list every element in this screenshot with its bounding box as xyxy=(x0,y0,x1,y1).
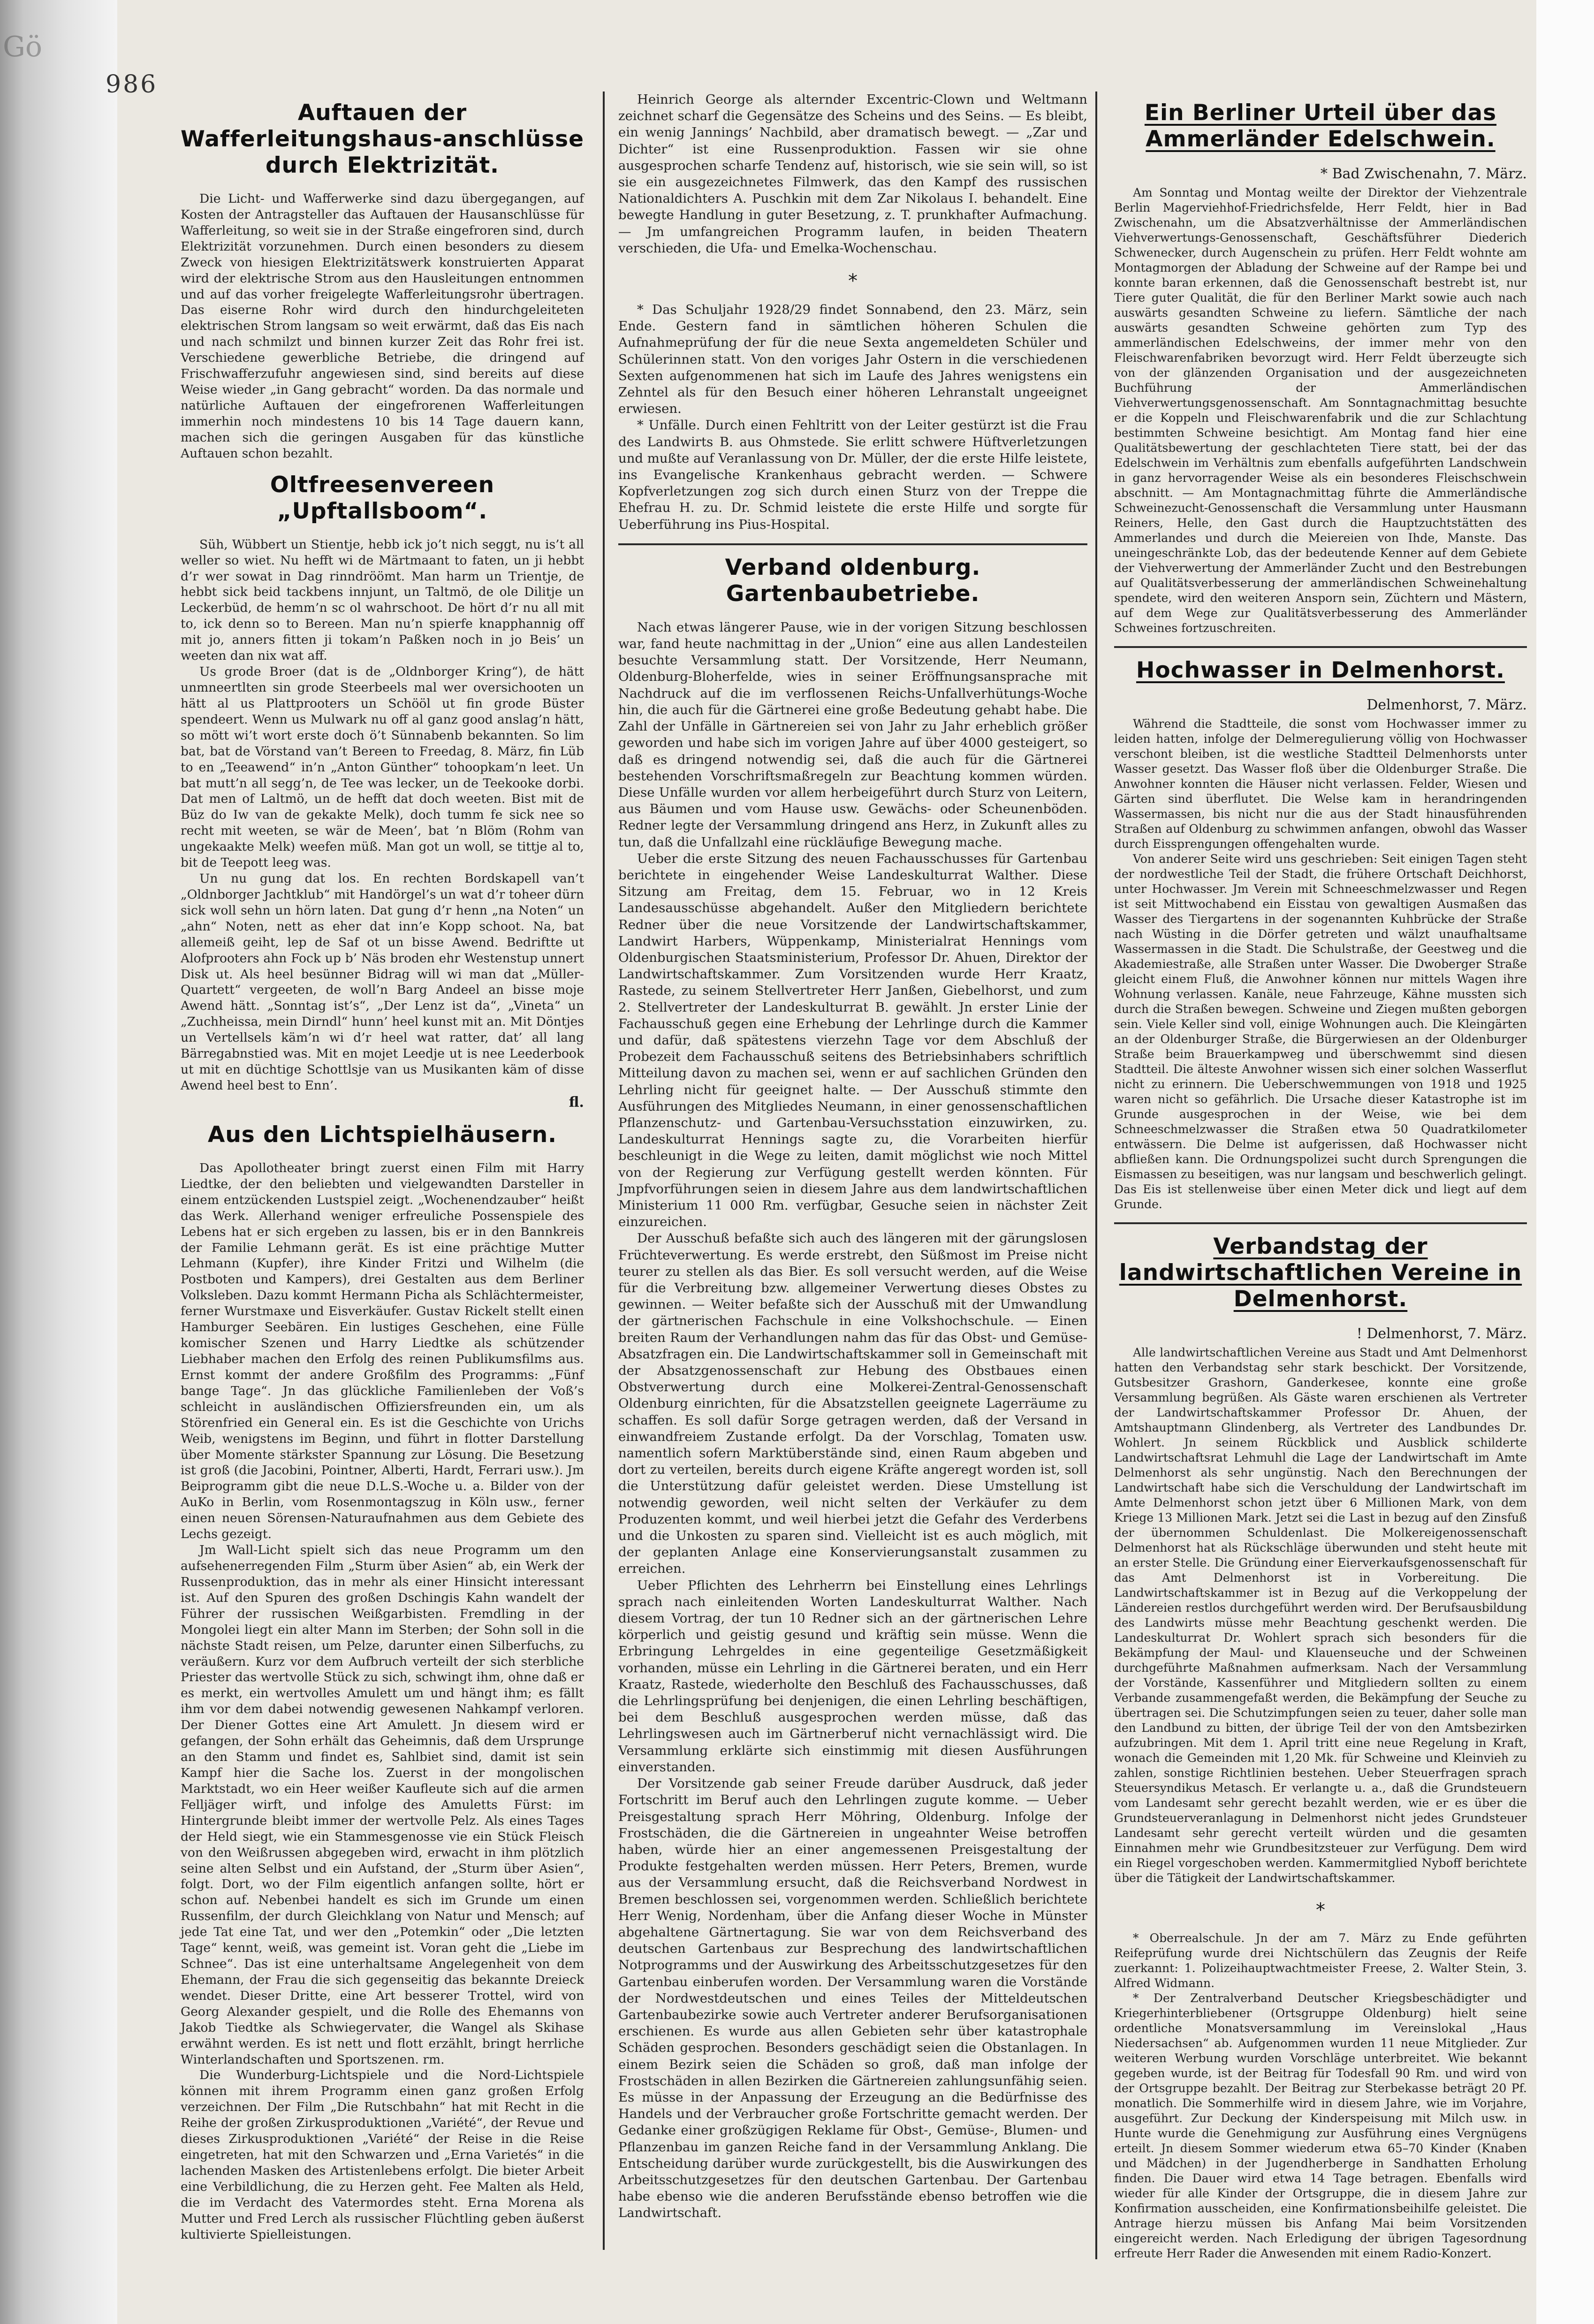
column-rule xyxy=(603,91,605,2250)
corner-mark: Gö xyxy=(3,30,43,63)
article-paragraph: Nach etwas längerer Pause, wie in der vorigen Sitzung beschlossen war, fand heute nachmittag in der „Union“ eine aus allen Landesteilen besuchte Versammlung statt. Der Vorsitzende, Herr Neumann, Oldenburg-Bloherfelde, wies in seiner Eröffnungsansprache mit Nachdruck auf die im verflossenen Reichs-Unfallverhütungs-Woche hin, die auch für die Gärtnerei eine große Bedeutung gehabt habe. Die Zahl der Unfälle in Gärtnereien sei von Jahr zu Jahr erheblich größer geworden und habe sich im vorigen Jahre auf über 4000 gesteigert, so daß es dringend notwendig sei, daß die auch für die Gärtnerei bestehenden Vorschriftsmaßregeln zur Beachtung kommen würden. Diese Unfälle wurden vor allem herbeigeführt durch Sturz von Leitern, aus Bäumen und vom Hause usw. Gewächs- oder Scheunenböden. Redner legte der Versammlung dringend ans Herz, in Zukunft alles zu tun, daß die Unfallzahl eine rückläufige Bewegung mache. xyxy=(618,619,1087,850)
article xyxy=(618,91,1087,257)
article-headline: Oltfreesenvereen „Upftallsboom“. xyxy=(270,472,495,524)
article xyxy=(1114,1222,1527,1886)
article-paragraph: Das Apollotheater bringt zuerst einen Film mit Harry Liedtke, der den beliebten und vielgewandten Darsteller in einem entzückenden Lustspiel zeigt. „Wochenendzauber“ heißt das Werk. Allerhand weniger erfreuliche Possenspiele des Lebens hat er sich ergeben zu lassen, bis er in den Bannkreis der Familie Lehmann gerät. Es ist eine prächtige Mutter Lehmann (Kupfer), ihre Kinder Fritzi und Wilhelm (die Postboten und Kampers), drei Gestalten aus dem Berliner Volksleben. Dazu kommt Hermann Picha als Schlächtermeister, ferner Wurstmaxe und Eisverkäufer. Gustav Rickelt stellt einen Hamburger Seebären. Ein lustiges Geschehen, eine Fülle komischer Szenen und Harry Liedtke als schützender Liebhaber machen den Erfolg des reinen Publikumsfilms aus. Ernst kommt der andere Großfilm des Programms: „Fünf bange Tage“. Jn das glückliche Familienleben der Voß’s schleicht in ausländischen Offiziersfreunden ein, um als Störenfried ein General ein. Es ist die Geschichte von Urichs Weib, wenigstens im Beginn, und führt in flotter Darstellung über Momente stärkster Spannung zur Lösung. Die Besetzung ist groß (die Jacobini, Pointner, Alberti, Hardt, Ferrari usw.). Jm Beiprogramm gibt die neue D.L.S.-Woche u. a. Bilder von der AuKo in Berlin, vom Rosenmontagszug in Köln usw., ferner einen neuen Sörensen-Naturaufnahmen aus dem Gebiete des Lechs gezeigt. xyxy=(181,1160,584,1542)
book-binding-shadow xyxy=(0,0,117,2324)
column-rule xyxy=(1095,91,1097,2259)
article-headline: Auftauen der Wafferleitungshaus-anschlüsse durch Elektrizität. xyxy=(181,100,584,178)
article-paragraph: Die Wunderburg-Lichtspiele und die Nord-Lichtspiele können mit ihrem Programm einen ganz großen Erfolg verzeichnen. Der Film „Die Rutschbahn“ hat mit Recht in die Reihe der großen Zirkusproduktionen „Variété“, der Revue und dieses Zirkusproduktionen „Variété“ der Reise in die Reise eingetreten, hat mit den Schwarzen und „Erna Varietés“ in die lachenden Masken des Artistenlebens erfolgt. Die bieter Arbeit eine Verbildlichung, die zu Herzen geht. Fee Malten als Held, die im Verdacht des Vatermordes steht. Erna Morena als Mutter und Fred Lerch als russischer Flüchtling geben äußerst kultivierte Spielleistungen. xyxy=(181,2068,584,2242)
article-paragraph: Von anderer Seite wird uns geschrieben: Seit einigen Tagen steht der nordwestliche Teil der Stadt, die frühere Ortschaft Deichhorst, unter Hochwasser. Jm Verein mit Schneeschmelzwasser und Regen ist seit Mittwochabend ein Eisstau von gewaltigen Ausmaßen das Wasser des Tiergartens in der sogenannten Kuhbrücke der Straße nach Wüsting in die Dörfer getreten und wälzt unaufhaltsame Wassermassen in die Stadt. Die Schulstraße, der Geestweg und die Akademiestraße, alle Straßen unter Wasser. Die Dwoberger Straße gleicht einem Fluß, die Anwohner können nur mittels Wagen ihre Wohnung verlassen. Kanäle, neue Fahrzeuge, Kähne mussten sich durch die Straßen bewegen. Schweine und Ziegen mußten geborgen sein. Viele Keller sind voll, einige Wohnungen auch. Die Kleingärten an der Oldenburger Straße, die Bürgerwiesen an der Oldenburger Straße beim Brauerkampweg und überschwemmt sind diesen Stadtteil. Die älteste Anwohner wissen sich einer solchen Wasserflut nicht zu erinnern. Die Ueberschwemmungen von 1918 und 1925 waren nicht so gefährlich. Die Ursache dieser Katastrophe ist im Grunde ausgesprochen in der Weise, wie bei dem Schneeschmelzwasser die Straßen etwa 50 Quadratkilometer entwässern. Die Delme ist aufgerissen, daß Hochwasser nicht abfließen kann. Die Ordnungspolizei sucht durch Sprengungen die Eismassen zu beseitigen, was nur langsam und beschwerlich gelingt. Das Eis ist stellenweise über einen Meter dick und liegt auf dem Grunde. xyxy=(1114,852,1527,1211)
article-paragraph: Am Sonntag und Montag weilte der Direktor der Viehzentrale Berlin Magerviehhof-Friedrichsfelde, Herr Feldt, hier in Bad Zwischenahn, um die Absatzverhältnisse der Ammerländischen Viehverwertungs-Genossenschaft, Geschäftsführer Diederich Schwenecker, durch Augenschein zu prüfen. Herr Feldt wohnte am Montagmorgen der Abladung der Schweine auf der Rampe bei und konnte baran erkennen, daß die Genossenschaft bestrebt ist, nur Tiere guter Qualität, die für den Berliner Markt sowie auch nach auswärts gesandten Schweine zu liefern. Sämtliche der nach auswärts gesandten Schweine gehörten zum Typ des ammerländischen Edelschweins, der immer mehr von den Fleischwarenfabriken bevorzugt wird. Herr Feldt überzeugte sich von der glänzenden Organisation und der ausgezeichneten Buchführung der Ammerländischen Viehverwertungsgenossenschaft. Am Sonntagnachmittag besuchte er die Koppeln und Fleischwarenfabrik und die zur Schlachtung bestimmten Schweine besichtigt. Am Montag fand hier eine Qualitätsbewertung der geschlachteten Tiere statt, bei der das Edelschwein im Verhältnis zum ebenfalls aufgeführten Landschwein in ganz hervorragender Weise als ein besonderes Fleischschwein abschnitt. — Am Montagnachmittag führte die Ammerländische Schweinezucht-Genossenschaft die Versammlung unter Hausmann Reiners, Helle, den Gast durch die Hauptzuchtstätten des Ammerlandes und durch die Meiereien von Ihde, Manste. Das uneingeschränkte Lob, das der bedeutende Kenner auf dem Gebiete der Viehverwertung der Ammerländer Zucht und den Bestrebungen auf Qualitätsverbesserung der ammerländischen Schweinehaltung spendete, wird den weiteren Ansporn sein, Züchtern und Mästern, auf dem Wege zur Qualitätsverbesserung des Ammerländer Schweines fortzuschreiten. xyxy=(1114,186,1527,635)
section-divider xyxy=(1114,646,1527,648)
right-margin xyxy=(1536,0,1594,2324)
article-paragraph: Us grode Broer (dat is de „Oldnborger Kring“), de hätt unmneertlten sin grode Steerbeels mal wer oversichooten un hätt al us Plattprooters un Schööl ut fin grode Büster spendeert. Wenn us Mulwark nu off al ganz good anslag’n hätt, so mött wi’t wort erste doch ö’t Sünnabenb bekannten. So lim bat, bat de Vörstand van’t Bereen to Freedag, 8. März, fin Lüb to en „Teeawend“ in’n „Anton Günther“ tohoopkam’n leet. Un bat mutt’n all segg’n, de Tee was lecker, un de Teekooke dorbi. Dat men of Laltmö, un de hefft dat doch weeten. Bist mit de Büz do Iw van de gekakte Melk), doch tumm fe sick nee so recht mit weeten, se wär de Meen’, bat ’n Blöm (Rohm van ungekaakte Melk) weefen müß. Man got un woll, se tittje al to, bit de Teepott leeg was. xyxy=(181,664,584,870)
article-paragraph: * Oberrealschule. Jn der am 7. März zu Ende geführten Reifeprüfung wurde drei Nichtschülern das Zeugnis der Reife zuerkannt: 1. Polizeihauptwachtmeister Freese, 2. Walter Stein, 3. Alfred Widmann. xyxy=(1114,1931,1527,1990)
column-right xyxy=(1114,91,1527,2271)
article-paragraph: Der Vorsitzende gab seiner Freude darüber Ausdruck, daß jeder Fortschritt im Beruf auch den Lehrlingen zugute komme. — Ueber Preisgestaltung sprach Herr Möhring, Oldenburg. Infolge der Frostschäden, die die Gärtnereien in ungeahnter Weise betroffen haben, würde hier an einer angemessenen Preisgestaltung der Produkte festgehalten werden müssen. Herr Peters, Bremen, wurde aus der Versammlung ersucht, daß die Reichsverband Nordwest in Bremen beschlossen sei, vorgenommen werden. Schließlich berichtete Herr Wenig, Nordenham, über die Anfang dieser Woche in Münster abgehaltene Gärtnertagung. Sie war von dem Reichsverband des deutschen Gartenbaus zur Besprechung des landwirtschaftlichen Notprogramms und der Auswirkung des Arbeitsschutzgesetzes für den Gartenbau einberufen worden. Der Versammlung waren die Vorstände der Nordwestdeutschen und eines Teiles der Mitteldeutschen Gartenbaubezirke sowie auch Vertreter anderer Berufsorganisationen erschienen. Es wurde aus allen Gebieten sehr über katastrophale Schäden gesprochen. Besonders geschädigt seien die Obstanlagen. In einem Bezirk seien die Schäden so groß, daß man infolge der Frostschäden in allen Bezirken die Gärtnereien zahlungsunfähig seien. Es müsse in der Anpassung der Erzeugung an die Bedürfnisse des Handels und der Verbraucher große Fortschritte gemacht werden. Der Gedanke einer großzügigen Reklame für Obst-, Gemüse-, Blumen- und Pflanzenbau im ganzen Reiche fand in der Versammlung Anklang. Die Entscheidung darüber wurde zurückgestellt, bis die Auswirkungen des Arbeitsschutzgesetzes für den deutschen Gartenbau. Der Gartenbau habe ebenso wie die anderen Berufsstände ebenso betroffen wie die Landwirtschaft. xyxy=(618,1776,1087,2221)
article xyxy=(1114,1896,1527,2261)
asterisk-separator: * xyxy=(848,270,858,292)
article-paragraph: Der Ausschuß befaßte sich auch des längeren mit der gärungslosen Früchteverwertung. Es werde erstrebt, den Süßmost im Preise nicht teurer zu stellen als das Bier. Es soll versucht werden, auf die Weise für die Verbreitung bzw. allgemeiner Verwertung dieses Obstes zu gewinnen. — Weiter befaßte sich der Ausschuß mit der Umwandlung der gärtnerischen Fachschule in eine Volkshochschule. — Einen breiten Raum der Verhandlungen nahm das für das Obst- und Gemüse-Absatzfragen ein. Die Landwirtschaftskammer soll in Gemeinschaft mit der Absatzgenossenschaft zur Hebung des Obstbaues einen Obstverwertung durch eine Molkerei-Zentral-Genossenschaft Oldenburg einrichten, für die Absatzstellen geeignete Lagerräume zu schaffen. Es soll dafür Sorge getragen werden, daß der Versand in einwandfreiem Zustande erfolgt. Da der Vorschlag, Tomaten usw. namentlich sofern Marktüberstände sind, einen Raum abgeben und dort zu verteilen, bereits durch eigene Kräfte angeregt worden ist, soll die Unterstützung dafür geleistet werden. Diese Umstellung ist notwendig geworden, weil nicht selten der Verkäufer zu dem Produzenten kommt, und weil hierbei jetzt die Gefahr des Verderbens und die Unkosten zu sparen sind. Vielleicht ist es auch möglich, mit der geplanten Anlage eine Konservierungsanstalt zusammen zu erreichen. xyxy=(618,1231,1087,1577)
article-paragraph: Alle landwirtschaftlichen Vereine aus Stadt und Amt Delmenhorst hatten den Verbandstag sehr stark beschickt. Der Vorsitzende, Gutsbesitzer Grashorn, Ganderkesee, konnte eine große Versammlung begrüßen. Als Gäste waren erschienen als Vertreter der Landwirtschaftskammer Professor Dr. Ahuen, der Amtshauptmann Glindenberg, als Vertreter des Landbundes Dr. Wohlert. Jn seinem Rückblick und Ausblick schilderte Landwirtschaftsrat Lehmuhl die Lage der Landwirtschaft im Amte Delmenhorst als sehr ungünstig. Nach den Berechnungen der Landwirtschaft habe sich die Verschuldung der Landwirtschaft im Amte Delmenhorst schon jetzt über 6 Millionen Mark, von dem Kriege 13 Millionen Mark. Jetzt sei die Last in bezug auf den Zinsfuß der übernommen Schuldenlast. Die Molkereigenossenschaft Delmenhorst hat als Rückschläge überwunden und steht heute mit an erster Stelle. Die Gründung einer Eierverkaufsgenossenschaft für das Amt Delmenhorst ist in Vorbereitung. Die Landwirtschaftskammer ist in Bezug auf die Verkoppelung der Ländereien restlos durchgeführt werden wird. Der Berufsausbildung des Landwirts müsse mehr Beachtung geschenkt werden. Die Landeskulturrat Dr. Wohlert sprach sich besonders für die Bekämpfung der Maul- und Klauenseuche und der Schweinen durchgeführte Maßnahmen aufmerksam. Nach der Versammlung der Vorstände, Kassenführer und Mitgliedern sollten zu einem Verbande zusammengefaßt werden, die Bekämpfung der Seuche zu übertragen sei. Die Schutzimpfungen seien zu teuer, daher solle man den Landbund zu bitten, der übrige Teil der von den Amtsbezirken aufzubringen. Mit dem 1. April tritt eine neue Regelung in Kraft, wonach die Gemeinden mit 1,20 Mk. für Schweine und Kleinvieh zu zahlen, sonstige Richtlinien bestehen. Ueber Steuerfragen sprach Steuersyndikus Metasch. Er verlangte u. a., daß die Grundsteuern vom Landesamt sehr gerecht bezahlt werden, wie er es über die Grundsteuerveranlagung in Delmenhorst nicht jedes Grundsteuer Landesamt sehr gerecht verteilt würden und die gesamten Einnahmen mehr wie Grundbesitzsteuer zur Verfügung. Dem wird ein Riegel vorgeschoben werden. Kammermitglied Nyboff berichtete über die Tätigkeit der Landwirtschaftskammer. xyxy=(1114,1346,1527,1885)
page-number: 986 xyxy=(106,70,158,99)
article-headline: Verband oldenburg. Gartenbaubetriebe. xyxy=(725,554,981,607)
article-headline: Hochwasser in Delmenhorst. xyxy=(1136,657,1505,683)
article-author: fl. xyxy=(569,1094,584,1111)
article-paragraph: Jm Wall-Licht spielt sich das neue Programm um den aufsehenerregenden Film „Sturm über Asien“ ab, ein Werk der Russenproduktion, das in mehr als einer Hinsicht interessant ist. Auf den Spuren des großen Dschingis Kahn wandelt der Führer der russischen Weißgarbisten. Fremdling in der Mongolei liegt ein alter Mann im Sterben; der Sohn soll in die nächste Stadt reisen, um Pelze, darunter einen Silberfuchs, zu veräußern. Kurz vor dem Aufbruch verteilt der sich sterbliche Priester das wertvolle Stück zu sich, schwingt ihm, ohne daß er es merkt, ein wertvolles Amulett um und hängt ihm; es fällt ihm vor dem dabei notwendig gewesenen Nahkampf verloren. Der Diener Gottes eine Art Amulett. Jn diesem wird er gefangen, der Sohn erhält das Geheimnis, daß dem Ursprunge an den Stamm und findet es, Sahlbiet sind, damit ist sein Kampf hier die Sache los. Zuerst in der mongolischen Marktstadt, wo ein Heer weißer Kaufleute sich auf die armen Felljäger wirft, und infolge des Amuletts Fürst: im Hintergrunde bleibt immer der wertvolle Pelz. Als eines Tages der Held siegt, wie ein Stammesgenosse vie ein Stück Fleisch von den Weißrussen abgegeben wird, erwacht in ihm plötzlich seine alten Selbst und ein Aufstand, der „Sturm über Asien“, folgt. Dort, wo der Film eigentlich anfangen sollte, hört er schon auf. Nebenbei handelt es sich im Grunde um einen Russenfilm, der durch Gleichklang von Natur und Mensch; auf jede Tat eine Tat, und wer den „Potemkin“ oder „Die letzten Tage“ kennt, weiß, was gemeint ist. Voran geht die „Liebe im Schnee“. Das ist eine unterhaltsame Angelegenheit von dem Ehemann, der Frau die sich gegenseitig das bekannte Dreieck wendet. Dieser Dritte, eine Art besserer Trottel, wird von Georg Alexander gespielt, und die Rolle des Ehemanns von Jakob Tiedtke als Schwiegervater, die Wangel als Skihase erwähnt werden. Es ist nett und flott erzählt, bringt herrliche Winterlandschaften und Sportszenen. rm. xyxy=(181,1543,584,2067)
article-paragraph: Un nu gung dat los. En rechten Bordskapell van’t „Oldnborger Jachtklub“ mit Handörgel’s un wat d’r toheer dürn sick woll sehn un hörn laten. Dat gung d’r henn „na Noten“ un „ahn“ Noten, nett as eher dat inn’e Kopp schoot. Na, bat allemeiß geiht, lep de Saf ot un bisse Awend. Bedriftte ut Alofprooters ahn Fock up b’ Näs broden ehr Westenstup unnert Disk ut. Als heel besünner Bidrag will wi man dat „Müller-Quartett“ vergeeten, de woll’n Barg Andeel an bisse moje Awend hätt. „Sonntag ist’s“, „Der Lenz ist da“, „Vineta“ un „Zuchheissa, mein Dirndl“ hunn’ heel kunst mit an. Mit Döntjes un Vertellsels käm’n wi d’r heel wat ratter, dat’ all lang Bärregabnstied was. Mit en mojet Leedje ut is nee Leederbook ut mit en düchtige Schottlsje van us Musikanten käm of disse Awend heel best to Enn’. xyxy=(181,871,584,1093)
article-paragraph: Während die Stadtteile, die sonst vom Hochwasser immer zu leiden hatten, infolge der Delmeregulierung völlig von Hochwasser verschont bleiben, ist die westliche Stadtteil Delmenhorsts unter Wasser gesetzt. Das Wasser floß über die Oldenburger Straße. Die Anwohner konnten die Häuser nicht verlassen. Felder, Wiesen und Gärten sind überflutet. Die Welse kam in herandringenden Wassermassen, bis nicht nur die aus der Stadt hinausführenden Straßen auf Oldenburg zu schwimmen anfangen, obwohl das Wasser durch Eissprengungen offengehalten wurde. xyxy=(1114,717,1527,851)
article xyxy=(1114,100,1527,636)
column-left xyxy=(181,91,584,2253)
article xyxy=(1114,646,1527,1212)
article-paragraph: * Der Zentralverband Deutscher Kriegsbeschädigter und Kriegerhinterbliebener (Ortsgruppe Oldenburg) hielt seine ordentliche Monatsversammlung im Vereinslokal „Haus Niedersachsen“ ab. Aufgenommen wurden 11 neue Mitglieder. Zur weiteren Werbung wurden Vorschläge unterbreitet. Wie bekannt gegeben wurde, ist der Beitrag für Todesfall 90 Rm. und wird von der Ortsgruppe bezahlt. Der Beitrag zur Sterbekasse beträgt 20 Pf. monatlich. Die Sommerhilfe wird in diesem Jahre, wie im Vorjahre, ausgeführt. Zur Deckung der Kinderspeisung mit Milch usw. in Hunte wurde die Genehmigung zur Ausführung eines Vergnügens erteilt. Jn diesem Sommer wiederum etwa 65–70 Kinder (Knaben und Mädchen) in der Jugendherberge in Sandhatten Erholung finden. Die Dauer wird etwa 14 Tage betragen. Ebenfalls wird wieder für alle Kinder der Ortsgruppe, die in diesem Jahre zur Konfirmation ausscheiden, eine Konfirmationsbeihilfe geleistet. Die Antrage hierzu müssen bis Anfang Mai beim Vorsitzenden eingereicht werden. Nach Erledigung der übrigen Tagesordnung erfreute Herr Rader die Anwesenden mit einem Radio-Konzert. xyxy=(1114,1991,1527,2260)
section-divider xyxy=(618,543,1087,545)
article-paragraph: Ueber die erste Sitzung des neuen Fachausschusses für Gartenbau berichtete in eingehender Weise Landeskulturrat Walther. Diese Sitzung am Freitag, dem 15. Februar, wo in 12 Kreis Landesausschüsse abgehandelt. Außer den Mitgliedern berichtete Redner über die neue Vorsitzende der Landwirtschaftskammer, Landwirt Harbers, Wüppenkamp, Ministerialrat Hennings vom Oldenburgischen Staatsministerium, Professor Dr. Ahuen, Direktor der Landwirtschaftskammer. Zum Vorsitzenden wurde Herr Kraatz, Rastede, zu seinem Stellvertreter Herr Janßen, Giebelhorst, und zum 2. Stellvertreter der Landeskulturrat B. gewählt. Jn erster Linie der Fachausschuß gegen eine Erhebung der Lehrlinge durch die Kammer und dafür, daß spätestens vierzehn Tage vor dem Abschluß der Probezeit dem Fachausschuß seitens des Betriebsinhabers schriftlich Mitteilung davon zu machen sei, wenn er auf sachlichen Gründen den Lehrling nicht für geeignet halte. — Der Ausschuß stimmte den Ausführungen des Mitgliedes Neumann, in einer genossenschaftlichen Pflanzenschutz- und Gartenbau-Versuchsstation einzuwirken, zu. Landeskulturrat Hennings sagte zu, die Vorarbeiten hierfür beschleunigt in die Wege zu leiten, damit möglichst wie noch Mittel von der Regierung zur Verfügung gestellt werden könnten. Für Jmpfvorführungen seien in diesem Jahre aus dem landwirtschaftlichen Ministerium 11 000 Rm. verfügbar, Gesuche seien in nächster Zeit einzureichen. xyxy=(618,851,1087,1230)
article xyxy=(181,1122,584,2243)
article-headline: Ein Berliner Urteil über das Ammerländer Edelschwein. xyxy=(1144,100,1497,152)
article-headline: Aus den Lichtspielhäusern. xyxy=(207,1121,557,1148)
article-paragraph: * Das Schuljahr 1928/29 findet Sonnabend, den 23. März, sein Ende. Gestern fand in sämtlichen höheren Schulen die Aufnahmeprüfung der für die neue Sexta angemeldeten Schüler und Schülerinnen statt. Von den voriges Jahr Ostern in die verschiedenen Sexten aufgenommenen hat sich im Laufe des Jahres wenigstens ein Zehntel als für den Besuch einer höheren Lehranstalt ungeeignet erwiesen. xyxy=(618,302,1087,417)
article xyxy=(618,267,1087,533)
column-middle xyxy=(618,91,1087,2232)
article xyxy=(181,472,584,1112)
section-divider xyxy=(1114,1222,1527,1224)
article-dateline: ! Delmenhorst, 7. März. xyxy=(1356,1326,1527,1342)
article-dateline: * Bad Zwischenahn, 7. März. xyxy=(1321,166,1527,182)
article-paragraph: Die Licht- und Wafferwerke sind dazu übergegangen, auf Kosten der Antragsteller das Auftauen der Hausanschlüsse für Wafferleitung, so weit sie in der Straße eingefroren sind, durch Elektrizität vorzunehmen. Durch einen besonders zu diesem Zweck von hiesigen Elektrizitätswerk konstruierten Apparat wird der elektrische Strom aus den Hausleitungen entnommen und auf das vorher freigelegte Wafferleitungsrohr übertragen. Das eiserne Rohr wird durch den hindurchgeleiteten elektrischen Strom langsam so weit erwärmt, daß das Eis nach und nach schmilzt und binnen kurzer Zeit das Rohr frei ist. Verschiedene gewerbliche Betriebe, die dringend auf Frischwafferzufuhr angewiesen sind, sind bereits auf diese Weise wieder „in Gang gebracht“ worden. Da das normale und natürliche Auftauen der eingefrorenen Wafferleitungen immerhin noch mindestens 10 bis 14 Tage dauern kann, machen sich die geringen Ausgaben für das künstliche Auftauen schon bezahlt. xyxy=(181,191,584,461)
article-paragraph: Ueber Pflichten des Lehrherrn bei Einstellung eines Lehrlings sprach nach einleitenden Worten Landeskulturrat Walther. Nach diesem Vortrag, der tun 10 Redner sich an der gärtnerischen Lehre körperlich und geistig gesund und kräftig sein müsse. Wenn die Erbringung Lehrgeldes in eine gegenteilige Gesetzmäßigkeit vorhanden, müsse ein Lehrling in die Gärtnerei beraten, und ein Herr Kraatz, Rastede, wiederholte den Beschluß des Fachausschusses, daß die Lehrlingsprüfung bei denjenigen, die einen Lehrling beschäftigen, bei dem Beschluß ausgesprochen werden müsse, daß das Lehrlingswesen auch im Gärtnerberuf nicht vernachlässigt wird. Die Versammlung erklärte sich einstimmig mit diesen Ausführungen einverstanden. xyxy=(618,1577,1087,1775)
article-paragraph: * Unfälle. Durch einen Fehltritt von der Leiter gestürzt ist die Frau des Landwirts B. aus Ohmstede. Sie erlitt schwere Hüftverletzungen und mußte auf Veranlassung von Dr. Müller, der die erste Hilfe leistete, ins Evangelische Krankenhaus gebracht werden. — Schwere Kopfverletzungen zog sich durch einen Sturz von der Treppe die Ehefrau H. zu. Dr. Schmid leistete die erste Hilfe und sorgte für Ueberführung ins Pius-Hospital. xyxy=(618,418,1087,532)
article xyxy=(618,543,1087,2222)
asterisk-separator: * xyxy=(1316,1899,1325,1921)
article-headline: Verbandstag der landwirtschaftlichen Vereine in Delmenhorst. xyxy=(1119,1234,1522,1312)
article-paragraph: Heinrich George als alternder Excentric-Clown und Weltmann zeichnet scharf die Gegensätze des Scheins und des Seins. — Es bleibt, ein wenig Jannings’ Nachbild, aber dramatisch bewegt. — „Zar und Dichter“ ist eine Russenproduktion. Fassen wir sie ohne ausgesprochen scharfe Tendenz auf, historisch, wie sie sein will, so ist sie ein ausgezeichnetes Filmwerk, das den Kampf des russischen Nationaldichters A. Puschkin mit dem Zar Nikolaus I. behandelt. Eine bewegte Handlung in guter Besetzung, z. T. prunkhafter Aufmachung. — Jm umfangreichen Programm laufen, in beiden Theatern verschieden, die Ufa- und Emelka-Wochenschau. xyxy=(618,92,1087,256)
article-dateline: Delmenhorst, 7. März. xyxy=(1366,697,1527,713)
article-paragraph: Süh, Wübbert un Stientje, hebb ick jo’t nich seggt, nu is’t all weller so wiet. Nu hefft wi de Märtmaant to faten, un ji hebbt d’r wer sowat in Dag rinndröömt. Man harm un Trientje, de hebbt sick beid tackbens innjunt, un Taltmö, de ole Dilitje un Leckerbüd, de hemm’n sc ol wahrschoot. De hört d’r nu all mit to, ick denn so to Bereen. Man nu’n spierfe knapphannig off mit jo, anners fitten ji tokam’n Paßken noch in jo Beis’ un weeten dan nix wat aff. xyxy=(181,537,584,663)
article xyxy=(181,100,584,462)
